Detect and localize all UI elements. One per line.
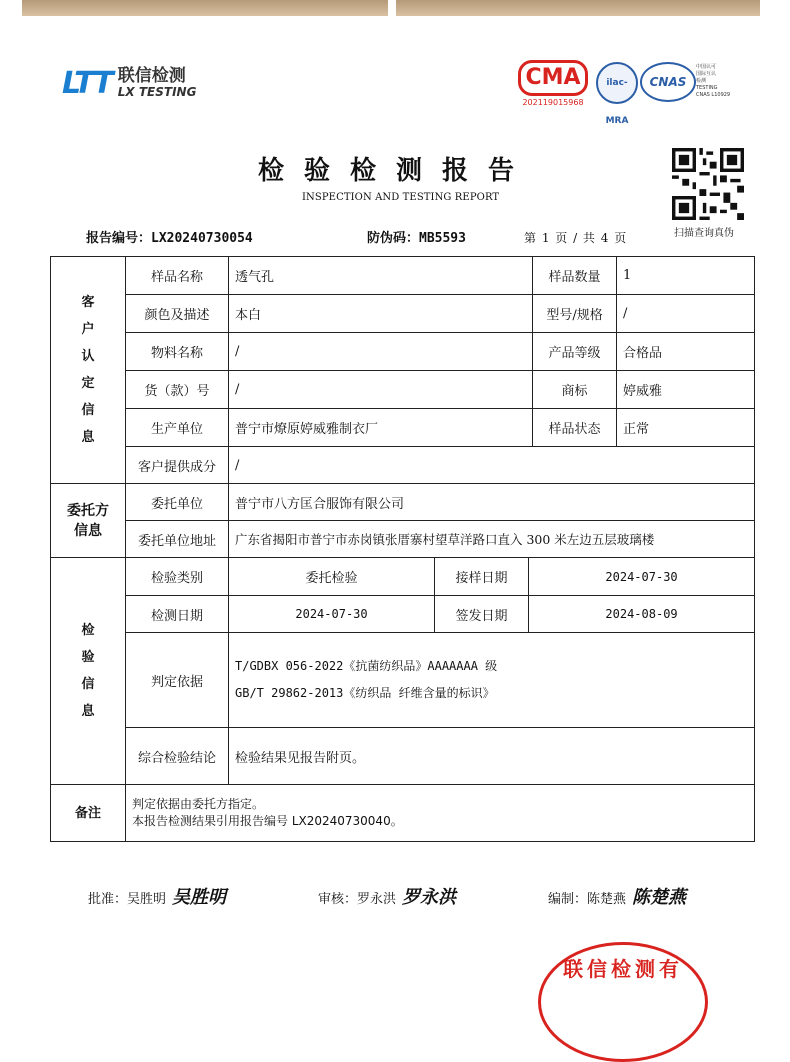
cnas-details: 中国认可 国际互认 检测 TESTING CNAS L10929 <box>696 64 731 98</box>
conclusion-label: 综合检验结论 <box>126 728 229 785</box>
basis-label: 判定依据 <box>126 633 229 728</box>
company-logo <box>62 66 196 101</box>
sample-qty-value: 1 <box>617 257 755 295</box>
receive-date-label: 接样日期 <box>435 558 529 596</box>
conclusion-value: 检验结果见报告附页。 <box>229 728 755 785</box>
model-value: / <box>617 295 755 333</box>
item-no-label: 货（款）号 <box>126 371 229 409</box>
client-unit-value: 普宁市八方匡合服饰有限公司 <box>229 484 755 521</box>
inspection-type-value: 委托检验 <box>229 558 435 596</box>
material-label: 物料名称 <box>126 333 229 371</box>
approver-signature: 吴胜明 <box>172 887 227 908</box>
remarks-label: 备注 <box>51 785 126 842</box>
cma-mark <box>518 60 588 107</box>
report-number: 报告编号：LX20240730054 <box>86 231 253 246</box>
report-subtitle: INSPECTION AND TESTING REPORT <box>302 192 500 203</box>
inspection-section-label: 检 验 信 息 <box>51 558 126 785</box>
model-label: 型号/规格 <box>533 295 617 333</box>
anti-fake-code: 防伪码：MB5593 <box>367 231 466 246</box>
issue-date-label: 签发日期 <box>435 596 529 633</box>
cnas-logo: CNAS <box>640 62 696 102</box>
composition-value: / <box>229 447 755 484</box>
test-date-value: 2024-07-30 <box>229 596 435 633</box>
qr-code-icon[interactable] <box>672 148 744 220</box>
qr-caption: 扫描查询真伪 <box>674 228 734 239</box>
remarks-line: 本报告检测结果引用报告编号 LX20240730040。 <box>132 814 403 828</box>
state-value: 正常 <box>617 409 755 447</box>
reviewer-signature-block <box>318 883 456 909</box>
ilac-mra-logo: ilac-MRA <box>596 62 638 104</box>
logo-en-text: LX TESTING <box>117 85 197 100</box>
cma-label: CMA <box>518 60 588 96</box>
maker-label: 生产单位 <box>126 409 229 447</box>
grade-value: 合格品 <box>617 333 755 371</box>
brand-value: 婷威雅 <box>617 371 755 409</box>
header-photo-left <box>22 0 388 16</box>
brand-label: 商标 <box>533 371 617 409</box>
report-title: 检验检测报告 <box>258 156 535 186</box>
compiler-label: 编制：陈楚燕 <box>548 892 627 907</box>
issue-date-value: 2024-08-09 <box>529 596 755 633</box>
client-address-label: 委托单位地址 <box>126 521 229 558</box>
color-label: 颜色及描述 <box>126 295 229 333</box>
material-value: / <box>229 333 533 371</box>
sample-qty-label: 样品数量 <box>533 257 617 295</box>
logo-mark: LTT <box>62 66 112 101</box>
reviewer-signature: 罗永洪 <box>402 887 457 908</box>
cma-number: 202119015968 <box>522 98 584 107</box>
logo-cn-text: 联信检测 <box>117 66 186 87</box>
compiler-signature: 陈楚燕 <box>632 887 687 908</box>
basis-value <box>229 633 755 728</box>
company-seal: 联信检测有 <box>538 942 708 1062</box>
remarks-line: 判定依据由委托方指定。 <box>132 797 265 811</box>
basis-line: T/GDBX 056-2022《抗菌纺织品》AAAAAAA 级 <box>235 659 498 673</box>
reviewer-label: 审核：罗永洪 <box>318 892 397 907</box>
compiler-signature-block <box>548 883 686 909</box>
grade-label: 产品等级 <box>533 333 617 371</box>
receive-date-value: 2024-07-30 <box>529 558 755 596</box>
composition-label: 客户提供成分 <box>126 447 229 484</box>
client-unit-label: 委托单位 <box>126 484 229 521</box>
client-section-label: 委托方 信息 <box>51 484 126 558</box>
color-value: 本白 <box>229 295 533 333</box>
header-photo-right <box>396 0 760 16</box>
maker-value: 普宁市燎原婷威雅制衣厂 <box>229 409 533 447</box>
remarks-value <box>126 785 755 842</box>
item-no-value: / <box>229 371 533 409</box>
test-date-label: 检测日期 <box>126 596 229 633</box>
page-indicator: 第 1 页 / 共 4 页 <box>524 231 628 245</box>
report-table <box>50 256 755 842</box>
client-address-value: 广东省揭阳市普宁市赤岗镇张厝寨村望草洋路口直入 300 米左边五层玻璃楼 <box>229 521 755 558</box>
sample-name-value: 透气孔 <box>229 257 533 295</box>
approver-label: 批准：吴胜明 <box>88 892 167 907</box>
state-label: 样品状态 <box>533 409 617 447</box>
approver-signature-block <box>88 883 226 909</box>
basis-line: GB/T 29862-2013《纺织品 纤维含量的标识》 <box>235 686 495 700</box>
inspection-type-label: 检验类别 <box>126 558 229 596</box>
sample-name-label: 样品名称 <box>126 257 229 295</box>
customer-section-label: 客 户 认 定 信 息 <box>51 257 126 484</box>
